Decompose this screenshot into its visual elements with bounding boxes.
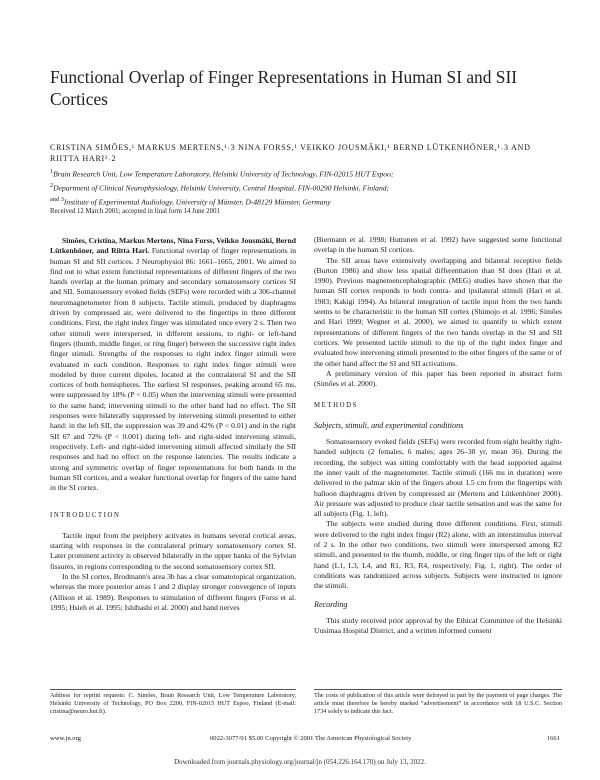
- intro-paragraph-4: A preliminary version of this paper has been reported in abstract form (Simões et al. 2000).: [314, 368, 562, 389]
- intro-paragraph-1: Tactile input from the periphery activates in humans several cortical areas, starting with responses in the contralateral primary somatosensory cortex SI. Later prominent activity is observed bilaterally in the upper banks of the Sylvian fissures, in regions corresponding to the second somatosensory cortex SII.: [50, 530, 296, 571]
- introduction-heading: INTRODUCTION: [50, 512, 121, 520]
- footnote-costs: The costs of publication of this article were defrayed in part by the payment of page charges. The article must therefore be hereby marked “advertisement” in accordance with 18 U.S.C. Section 1734 solely to indicate this fact.: [314, 692, 562, 716]
- abstract-lead: Simões, Cristina, Markus Mertens, Nina Forss, Veikko Jousmäki, Bernd Lütkenhöner, and Riitta Hari.: [50, 236, 296, 256]
- methods-subheading: Subjects, stimuli, and experimental conditions: [314, 420, 464, 430]
- journal-url[interactable]: www.jn.org: [50, 735, 81, 742]
- received-dates: Received 12 March 2001; accepted in final form 14 June 2001: [50, 208, 220, 215]
- affiliation-1: $^1$Brain Research Unit, Low Temperature Laboratory, Helsinki University of Technology, FIN-02015 HUT Espoo;: [50, 168, 394, 179]
- page-number: 1661: [546, 735, 560, 742]
- left-column: [50, 236, 296, 613]
- abstract: [50, 236, 296, 493]
- recording-paragraph: This study received prior approval by the Ethical Committee of the Helsinki Uusimaa Hospital District, and a written informed consent: [314, 615, 562, 636]
- recording-subheading: Recording: [314, 599, 348, 609]
- affiliation-2: $^2$Department of Clinical Neurophysiology, Helsinki University, Central Hospital, FIN-00290 Helsinki, Finland;: [50, 181, 390, 193]
- right-column: [314, 235, 562, 636]
- footnote-rule-right: [314, 689, 562, 690]
- methods-paragraph-1: Somatosensory evoked fields (SEFs) were recorded from eight healthy right-handed subjects (2 females, 6 males; ages 26–38 yr, mean 36). During the recording, the subject was sitting comfortably with the head supported against the inner vault of the magnetometer. Tactile stimuli (166 ms in duration) were delivered to the palmar skin of the fingers about 1.5 cm from the fingertips with balloon diaphragms driven by compressed air (Mertens and Lütkenhöner 2000). Air pressure was adjusted to produce clear tactile sensation and was the same for all subjects (Fig. 1, left).: [314, 437, 562, 519]
- intro-paragraph-2: In the SI cortex, Brodmann's area 3b has a clear somatotopical organization, whereas the more posterior areas 1 and 2 display stronger convergence of inputs (Allison et al. 1989). Responses to stimulation of different fingers (Forss et al. 1995; Hsieh et al. 1995; Ishibashi et al. 2000) and hand nerves: [50, 571, 296, 612]
- intro-paragraph-continued: (Biermann et al. 1998; Huttunen et al. 1992) have suggested some functional overlap in the human SI cortices.: [314, 235, 562, 255]
- intro-paragraph-3: The SII areas have extensively overlapping and bilateral receptive fields (Burton 1986) and show less spatial differentiation than SI does (Hari et al. 1990). Previous magnetoencephalographic (MEG) studies have shown that the human SII cortex responds to both contra- and ipsilateral stimuli (Hari et al. 1983; Kakigi 1994). As bilateral integration of tactile input from the two hands seems to be characteristic to the human SII cortex (Shimojo et al. 1996; Simões and Hari 1999; Wegner et al. 2000), we aimed to quantify to which extent representations of different fingers of the two hands overlap in the SI and SII cortices. We presented tactile stimuli to the tip of the right index finger and evaluated how intervening stimuli presented to the other fingers of the same or of the other hand affect the SI and SII activations.: [314, 255, 562, 368]
- copyright-line: 0022-3077/01 $5.00 Copyright © 2001 The American Physiological Society: [210, 735, 412, 742]
- methods-heading: METHODS: [314, 402, 359, 410]
- affiliations: [50, 166, 560, 207]
- download-notice: Downloaded from journals.physiology.org/journal/jn (054.226.164.170) on July 13, 2022.: [174, 758, 426, 766]
- author-list: CRISTINA SIMÕES,¹ MARKUS MERTENS,¹˒3 NINA FORSS,¹ VEIKKO JOUSMÄKI,¹ BERND LÜTKENHÖNER,¹˒3 AND RIITTA HARI¹˒2: [50, 143, 531, 163]
- article-title: Functional Overlap of Finger Representations in Human SI and SII Cortices: [50, 67, 518, 109]
- abstract-body: Functional overlap of finger representations in human SI and SII cortices. J Neurophysiol 86: 1661–1665, 2001. We aimed to find out to what extent functional representations of different fingers of the two hands overlap at the human primary and secondary somatosensory cortices SI and SII. Somatosensory evoked fields (SEFs) were recorded with a 306-channel neuromagnetometer from 8 subjects. Tactile stimuli, produced by diaphragms driven by compressed air, were delivered to the fingertips in three different conditions. First, the right index finger was stimulated once every 2 s. Then two other stimuli were interspersed, in different sessions, to right- or left-hand fingers (thumb, middle finger, or ring finger) between the successive right index finger stimuli. Strengths of the responses to right index finger stimuli were evaluated in each condition. Responses to right index finger stimuli were modeled by three current dipoles, located at the contralateral SI and the SII cortices of both hemispheres. The earliest SI responses, peaking around 65 ms, were suppressed by 18% (P < 0.05) when the intervening stimuli were presented to the same hand; intervening stimuli to the other hand had no effect. The SII responses were bilaterally suppressed by intervening stimuli presented to either hand: in the left SII, the suppression was 39 and 42% (P < 0.01) and in the right SII 67 and 72% (P < 0.001) during left- and right-sided intervening stimuli, respectively. Left- and right-sided intervening stimuli affected similarly the SII responses and had no effect on the response latencies. The results indicate a strong and symmetric overlap of finger representations for both hands in the human SII cortices, and a weaker functional overlap for fingers of the same hand in the SI cortex.: [50, 246, 297, 493]
- footnote-rule-left: [50, 689, 296, 690]
- methods-paragraph-2: The subjects were studied during three different conditions. First, stimuli were delivered to the right index finger (R2) alone, with an interstimulus interval of 2 s. In the other two conditions, two stimuli were interspersed among R2 stimuli, and presented to the thumb, middle, or ring finger tips of the left or right hand (L1, L3, L4, and R1, R3, R4, respectively; Fig. 1, right). The order of conditions was randomized across subjects. Subjects were instructed to ignore the stimuli.: [314, 519, 562, 591]
- affiliation-3: $^{and 3}$Institute of Experimental Audiology, University of Münster, D-48129 Münster, Germany: [50, 195, 331, 207]
- footnote-reprints: Address for reprint requests: C. Simões, Brain Research Unit, Low Temperature Laboratory, Helsinki University of Technology, PO Box 2200, FIN-02015 HUT Espoo, Finland (E-mail: cristina@neuro.hut.fi).: [50, 692, 296, 716]
